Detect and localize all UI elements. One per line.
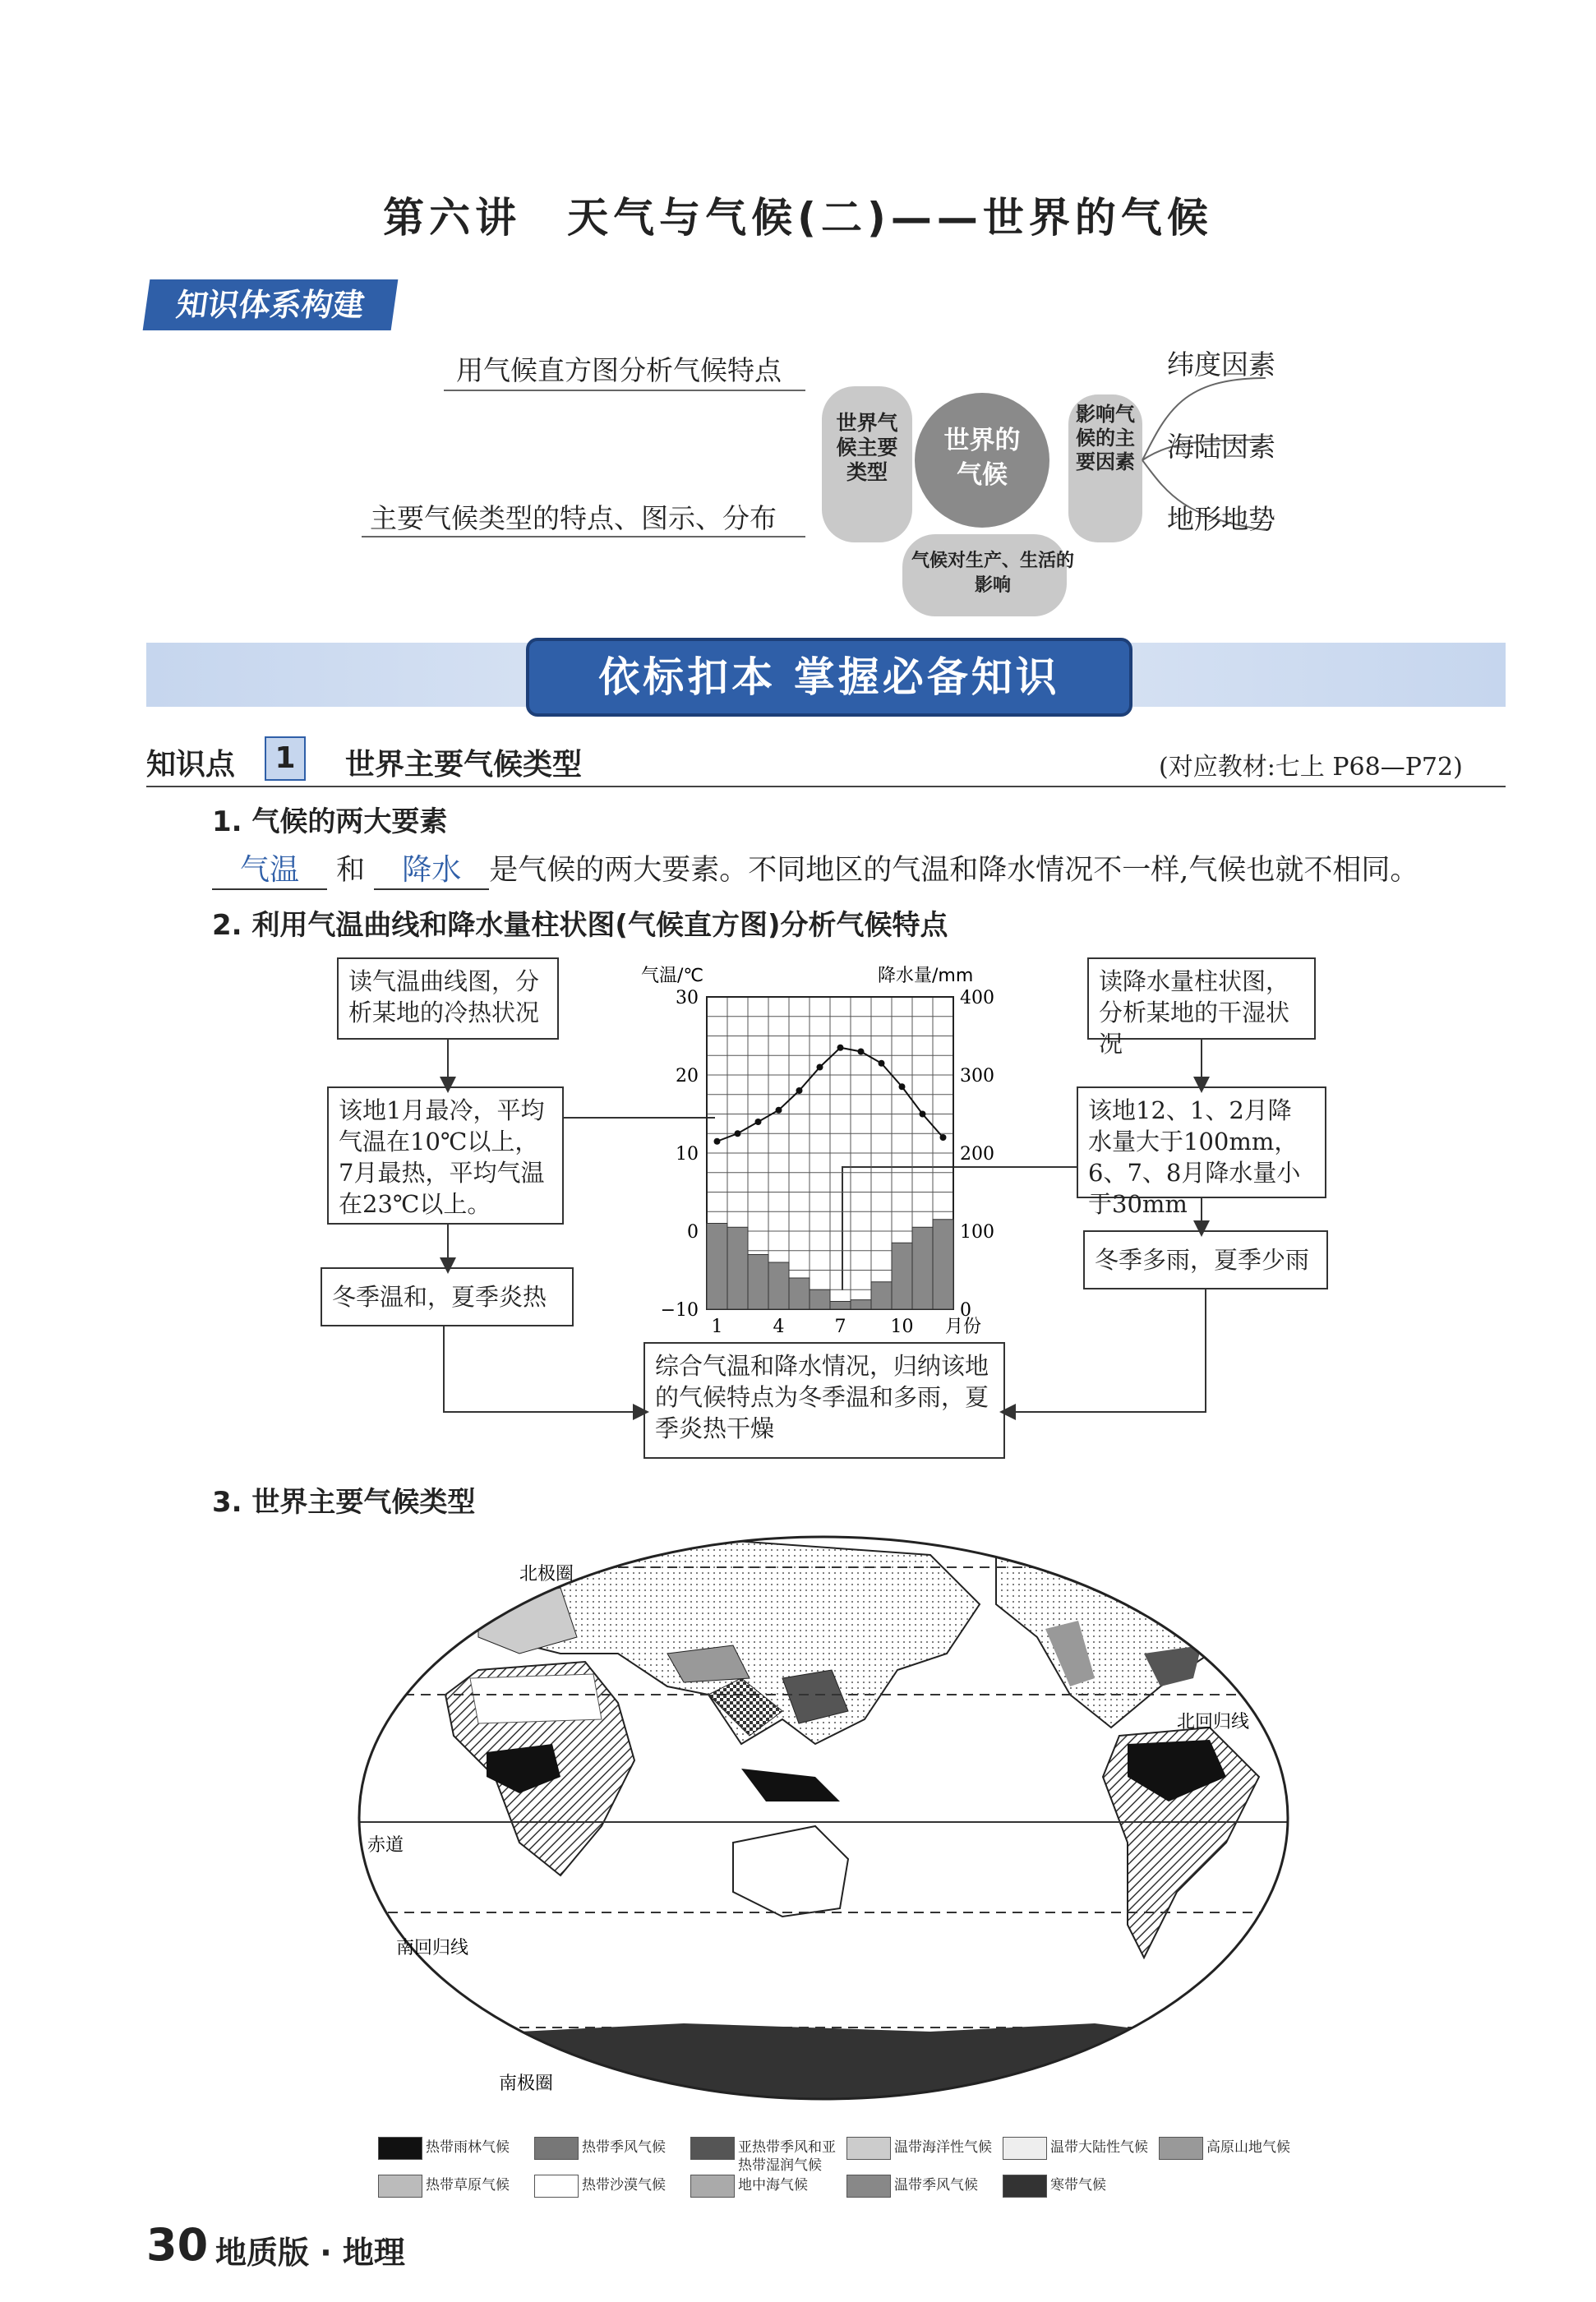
month-tick-label: 10 <box>890 1317 914 1337</box>
precip-bar-10 <box>892 1243 912 1309</box>
map-legend <box>378 2137 1364 2227</box>
knowledge-system-badge: 知识体系构建 <box>143 279 399 330</box>
temp-point-9 <box>879 1060 885 1067</box>
legend-label: 高原山地气候 <box>1206 2139 1290 2156</box>
precip-bar-2 <box>727 1227 748 1309</box>
legend-swatch <box>846 2175 891 2198</box>
temp-tick-label: −10 <box>660 1300 699 1321</box>
antarctica <box>355 2023 1292 2106</box>
legend-label: 热带沙漠气候 <box>582 2177 666 2194</box>
mindmap-right-item-1: 纬度因素 <box>1167 348 1275 381</box>
legend-label: 亚热带季风和亚热带湿润气候 <box>738 2139 836 2174</box>
legend-label: 热带雨林气候 <box>426 2139 510 2156</box>
precip-tick-label: 0 <box>960 1300 971 1321</box>
world-climate-map <box>355 1530 1292 2106</box>
precip-bar-8 <box>851 1300 871 1309</box>
box-precipitation-analysis: 该地12、1、2月降水量大于100mm，6、7、8月降水量小于30mm <box>1077 1086 1326 1198</box>
box-winter-mild: 冬季温和，夏季炎热 <box>321 1267 574 1326</box>
item2-heading: 2. 利用气温曲线和降水量柱状图(气候直方图)分析气候特点 <box>212 909 948 942</box>
month-tick-label: 1 <box>711 1317 723 1337</box>
precip-bar-7 <box>830 1302 851 1310</box>
precip-bar-11 <box>912 1227 933 1309</box>
mindmap-left-item-1: 用气候直方图分析气候特点 <box>456 354 782 386</box>
legend-label: 温带大陆性气候 <box>1050 2139 1148 2156</box>
left-axis-label: 气温/℃ <box>641 966 704 986</box>
legend-label: 温带季风气候 <box>894 2177 978 2194</box>
legend-swatch <box>534 2175 579 2198</box>
box-temperature-analysis: 该地1月最冷，平均气温在10℃以上，7月最热，平均气温在23℃以上。 <box>327 1086 564 1225</box>
item1-heading: 1. 气候的两大要素 <box>212 805 448 838</box>
label-tropic-north: 北回归线 <box>1177 1712 1250 1732</box>
africa-desert <box>470 1674 602 1723</box>
section-label: 知识点 <box>146 748 236 782</box>
precip-tick-label: 200 <box>960 1144 994 1165</box>
precip-bar-1 <box>707 1224 727 1310</box>
temp-point-10 <box>899 1083 906 1090</box>
blank-answer-1: 气温 <box>212 847 327 890</box>
temp-tick-label: 10 <box>676 1144 699 1165</box>
label-antarctic-circle: 南极圈 <box>499 2074 554 2094</box>
temp-point-12 <box>940 1134 947 1141</box>
greenland <box>1177 1530 1275 1588</box>
precip-bar-9 <box>871 1282 892 1309</box>
legend-label: 热带草原气候 <box>426 2177 510 2194</box>
label-arctic-circle: 北极圈 <box>519 1564 574 1585</box>
temp-point-2 <box>735 1130 741 1137</box>
page-number: 30 <box>146 2219 209 2271</box>
precip-tick-label: 300 <box>960 1066 994 1086</box>
precip-tick-label: 400 <box>960 988 994 1008</box>
temp-point-11 <box>920 1111 926 1118</box>
legend-label: 寒带气候 <box>1050 2177 1106 2194</box>
footer-brand: 地质版 · 地理 <box>215 2235 405 2271</box>
item1-sentence: 是气候的两大要素。不同地区的气温和降水情况不一样,气候也就不相同。 <box>489 854 1419 887</box>
section-number: 1 <box>265 736 306 781</box>
temp-point-3 <box>755 1119 762 1125</box>
month-unit-label: 月份 <box>945 1317 982 1337</box>
mindmap-center: 世界的 气候 <box>943 426 1021 490</box>
temp-point-6 <box>817 1064 823 1071</box>
precip-bar-4 <box>768 1262 789 1309</box>
precip-bar-3 <box>748 1255 768 1310</box>
right-axis-label: 降水量/mm <box>878 966 974 986</box>
precip-bar-5 <box>789 1278 810 1309</box>
legend-label: 热带季风气候 <box>582 2139 666 2156</box>
legend-swatch <box>690 2137 735 2160</box>
box-read-temperature: 读气温曲线图，分析某地的冷热状况 <box>337 957 559 1040</box>
temp-tick-label: 20 <box>676 1066 699 1086</box>
temp-point-1 <box>714 1138 721 1145</box>
precip-tick-label: 100 <box>960 1222 994 1243</box>
legend-label: 地中海气候 <box>738 2177 808 2194</box>
page-title: 第六讲 天气与气候(二)——世界的气候 <box>383 194 1213 242</box>
box-read-precipitation: 读降水量柱状图，分析某地的干湿状况 <box>1087 957 1316 1040</box>
mindmap-right-item-2: 海陆因素 <box>1167 431 1275 463</box>
left-branch-label: 世界气候主要类型 <box>836 411 898 484</box>
mindmap-right-item-3: 地形地势 <box>1167 503 1275 535</box>
temp-point-4 <box>776 1107 782 1114</box>
label-tropic-south: 南回归线 <box>396 1938 469 1958</box>
legend-swatch <box>1003 2175 1047 2198</box>
box-winter-rainy: 冬季多雨，夏季少雨 <box>1083 1230 1328 1289</box>
legend-swatch <box>534 2137 579 2160</box>
legend-swatch <box>378 2137 422 2160</box>
precip-bar-6 <box>810 1289 830 1309</box>
label-equator: 赤道 <box>367 1835 404 1856</box>
item3-heading: 3. 世界主要气候类型 <box>212 1486 476 1519</box>
box-summary: 综合气温和降水情况，归纳该地的气候特点为冬季温和多雨，夏季炎热干燥 <box>643 1342 1005 1459</box>
temp-point-7 <box>837 1045 844 1051</box>
legend-swatch <box>690 2175 735 2198</box>
legend-swatch <box>1003 2137 1047 2160</box>
legend-swatch <box>378 2175 422 2198</box>
month-tick-label: 4 <box>773 1317 785 1337</box>
right-branch-label: 影响气候的主要因素 <box>1076 403 1135 473</box>
banner-title: 依标扣本 掌握必备知识 <box>526 638 1132 717</box>
legend-label: 温带海洋性气候 <box>894 2139 992 2156</box>
temp-point-8 <box>858 1049 865 1055</box>
climate-chart <box>641 960 1019 1338</box>
bottom-branch-label: 气候对生产、生活的影响 <box>911 551 1074 596</box>
blank-answer-2: 降水 <box>374 847 489 890</box>
textbook-reference: (对应教材:七上 P68—P72) <box>1159 753 1463 782</box>
temp-tick-label: 0 <box>687 1222 699 1243</box>
mindmap-left-item-2: 主要气候类型的特点、图示、分布 <box>370 502 777 534</box>
month-tick-label: 7 <box>834 1317 846 1337</box>
section-name: 世界主要气候类型 <box>345 748 583 782</box>
temp-tick-label: 30 <box>676 988 699 1008</box>
legend-swatch <box>846 2137 891 2160</box>
temp-point-5 <box>796 1087 803 1094</box>
connector-text: 和 <box>336 854 366 887</box>
legend-swatch <box>1159 2137 1203 2160</box>
precip-bar-12 <box>933 1220 953 1309</box>
